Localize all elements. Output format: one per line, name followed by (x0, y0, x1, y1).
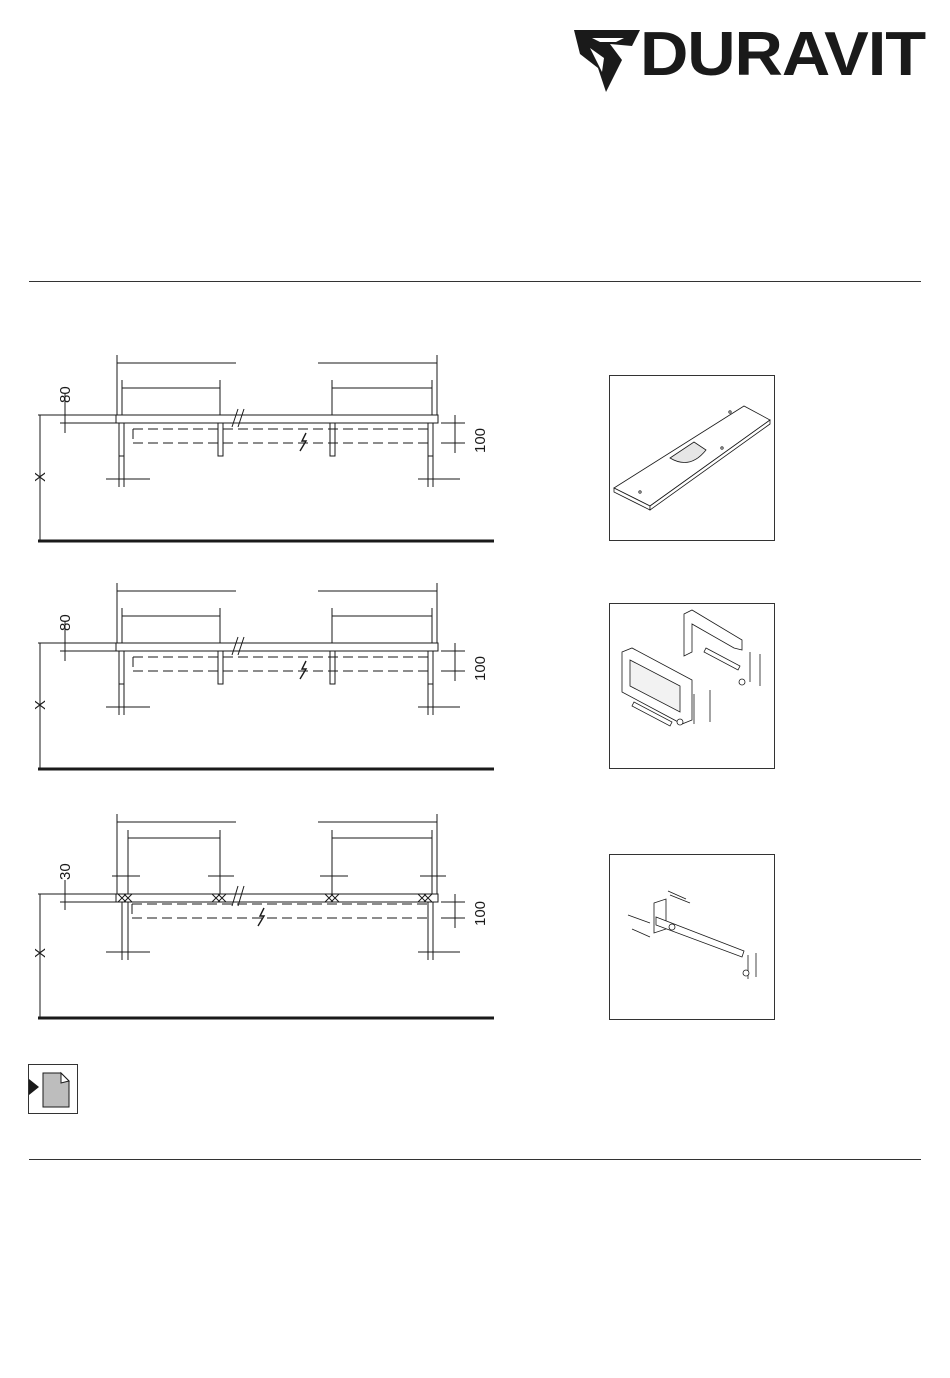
brand-wordmark: DURAVIT (640, 20, 926, 89)
product-thumbnail-wall-brackets (609, 854, 775, 1020)
duravit-emblem-icon (570, 14, 650, 98)
installation-drawing-bottom (20, 810, 500, 1030)
floor-height-label: X (32, 471, 49, 482)
brand-logo (570, 14, 926, 98)
product-thumbnail-countertop (609, 375, 775, 541)
wall-bracket-set-icon (610, 855, 774, 1019)
height-label: 80 (57, 386, 74, 403)
depth-label: 100 (472, 900, 489, 926)
installation-drawing-middle (20, 573, 500, 793)
page-turn-note (28, 1064, 78, 1114)
floor-height-label: X (32, 947, 49, 958)
height-label: 80 (57, 614, 74, 631)
floor-height-label: X (32, 699, 49, 710)
installation-drawing-top (20, 345, 500, 565)
frame-bracket-set-icon (610, 604, 774, 768)
height-label: 30 (57, 863, 74, 880)
product-thumbnail-frame-brackets (609, 603, 775, 769)
header-divider (29, 281, 921, 282)
countertop-icon (610, 376, 774, 540)
page-turn-icon (29, 1065, 77, 1113)
depth-label: 100 (472, 427, 489, 453)
depth-label: 100 (472, 655, 489, 681)
footer-divider (29, 1159, 921, 1160)
